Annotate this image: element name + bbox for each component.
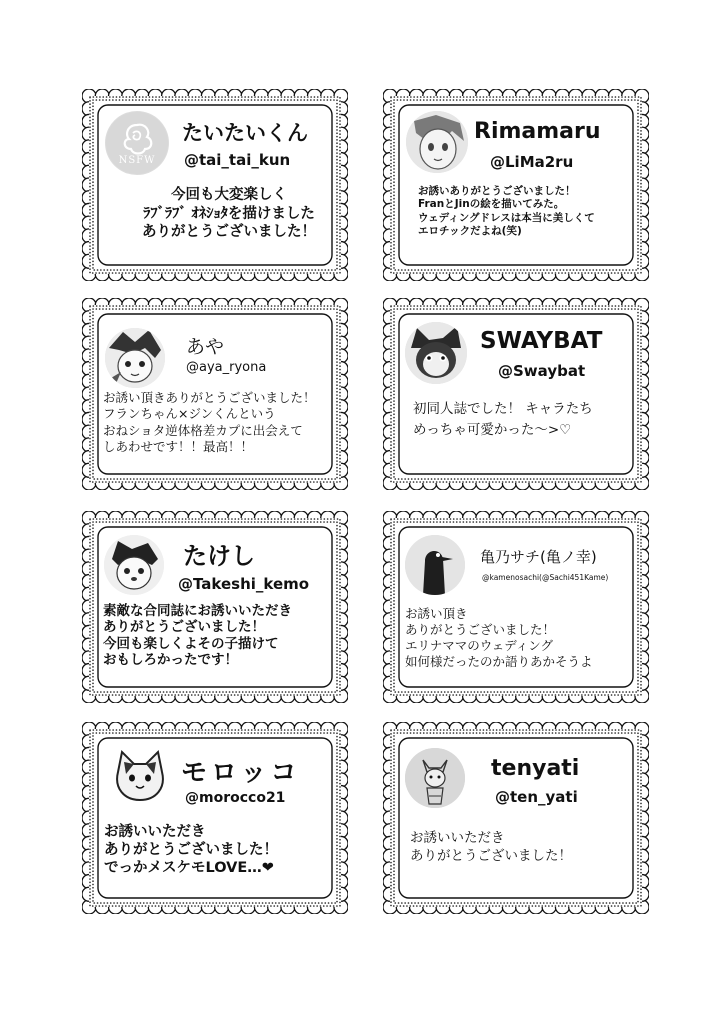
avatar bbox=[104, 535, 164, 595]
author-handle: @morocco21 bbox=[185, 790, 286, 806]
character-portrait-icon bbox=[104, 535, 164, 595]
author-handle: @aya_ryona bbox=[186, 360, 267, 375]
message-line: ありがとうございました！ bbox=[103, 619, 265, 636]
message-line: ありがとうございました！ bbox=[142, 224, 316, 241]
author-handle: @Takeshi_kemo bbox=[178, 575, 310, 593]
character-portrait-icon bbox=[406, 111, 468, 173]
nsfw-label: NSFW bbox=[118, 155, 156, 166]
message-line: ウェディングドレスは本当に美しくて bbox=[418, 211, 595, 224]
avatar bbox=[105, 111, 169, 175]
message-line: エロチックだよね(笑) bbox=[418, 225, 522, 238]
message bbox=[103, 390, 316, 455]
author-name: たけし bbox=[183, 542, 255, 570]
character-portrait-icon bbox=[405, 322, 467, 384]
message-line: ありがとうございました！ bbox=[405, 622, 556, 637]
avatar bbox=[405, 748, 465, 808]
message-line: ありがとうございました！ bbox=[410, 847, 572, 864]
message-card bbox=[82, 511, 348, 703]
message-line: 素敵な合同誌にお誘いいただき bbox=[103, 603, 292, 619]
message-line: 如何様だったのか語りあかそうよ bbox=[405, 654, 593, 669]
message-line: FranとJinの絵を描いてみた。 bbox=[418, 198, 565, 211]
author-handle: @LiMa2ru bbox=[490, 153, 574, 171]
avatar bbox=[405, 535, 465, 595]
cat-icon bbox=[112, 748, 168, 804]
author-name: 亀乃サチ(亀ノ幸) bbox=[480, 548, 597, 566]
message bbox=[103, 603, 292, 669]
message-line: お誘い頂き bbox=[405, 606, 468, 621]
avatar bbox=[112, 748, 168, 804]
author-handle: @tai_tai_kun bbox=[184, 151, 291, 169]
message-line: 今回も大変楽しく bbox=[171, 187, 287, 203]
author-name: Rimamaru bbox=[474, 119, 601, 144]
character-portrait-icon bbox=[105, 328, 165, 388]
message bbox=[418, 185, 595, 239]
message-line: お誘いいただき bbox=[104, 824, 206, 840]
message-line: お誘い頂きありがとうございました！ bbox=[103, 390, 316, 405]
avatar bbox=[406, 111, 468, 173]
message-line: お誘いいただき bbox=[410, 830, 505, 846]
message-card bbox=[383, 722, 649, 914]
author-handle: @kamenosachi(@Sachi451Kame) bbox=[482, 573, 609, 582]
author-handle: @ten_yati bbox=[495, 788, 578, 806]
message-card bbox=[383, 511, 649, 703]
message-card bbox=[82, 89, 348, 281]
message-line: しあわせです！！最高！！ bbox=[103, 438, 254, 454]
message-line: お誘いありがとうございました！ bbox=[418, 185, 576, 197]
message-line: でっかメスケモLOVE…❤ bbox=[104, 860, 274, 877]
message-card bbox=[82, 722, 348, 914]
author-name: tenyati bbox=[491, 756, 580, 781]
message-line: エリナママのウェディング bbox=[405, 638, 554, 653]
message bbox=[410, 830, 572, 865]
author-name: あや bbox=[186, 336, 225, 358]
message-card bbox=[383, 298, 649, 490]
message-line: ﾗﾌﾞﾗﾌﾞ ｵﾈｼｮﾀを描けました bbox=[143, 205, 315, 222]
message-line: ありがとうございました！ bbox=[104, 842, 278, 859]
fox-character-icon bbox=[405, 748, 465, 808]
message bbox=[405, 606, 593, 670]
message bbox=[122, 186, 336, 242]
avatar bbox=[105, 328, 165, 388]
penguin-icon bbox=[405, 535, 465, 595]
message-line: おねショタ逆体格差カプに出会えて bbox=[103, 422, 303, 438]
message-card bbox=[82, 298, 348, 490]
message-line: フランちゃん×ジンくんという bbox=[103, 406, 276, 422]
author-name: モロッコ bbox=[181, 758, 301, 788]
avatar bbox=[405, 322, 467, 384]
message-line: めっちゃ可愛かった～>♡ bbox=[413, 421, 572, 438]
message-line: おもしろかったです！ bbox=[103, 652, 238, 669]
message bbox=[104, 823, 278, 877]
message-line: 今回も楽しくよその子描けて bbox=[103, 635, 279, 652]
author-name: SWAYBAT bbox=[480, 328, 603, 354]
message-line: 初同人誌でした！ キャラたち bbox=[413, 401, 593, 417]
message bbox=[413, 399, 593, 441]
author-name: たいたいくん bbox=[182, 121, 308, 145]
message-card bbox=[383, 89, 649, 281]
author-handle: @Swaybat bbox=[498, 362, 586, 380]
